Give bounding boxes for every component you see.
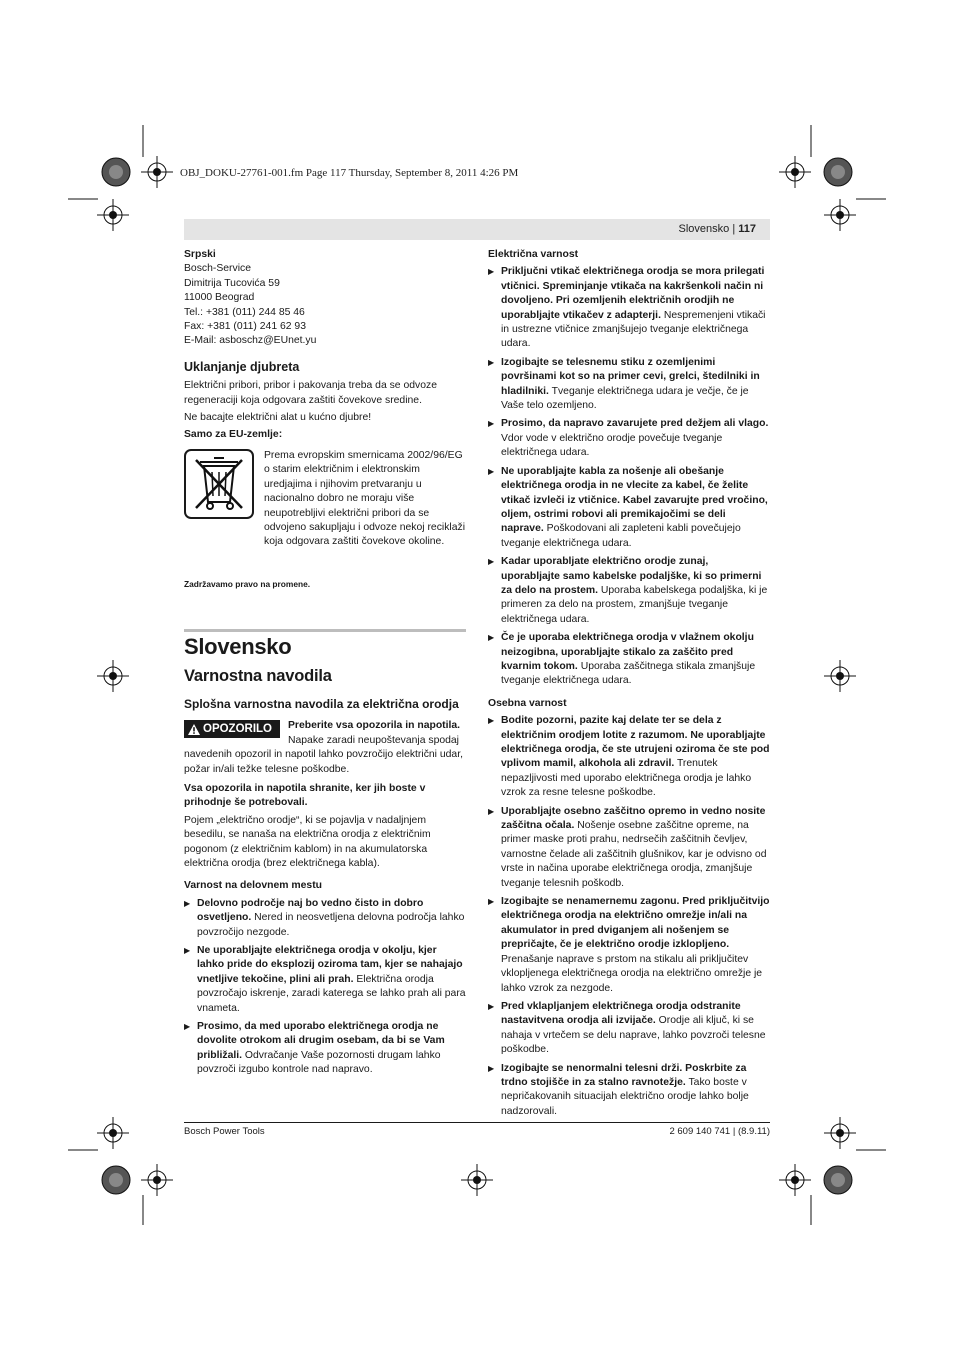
- list-item: [488, 356, 770, 414]
- list-item: [488, 714, 770, 800]
- address-line: Tel.: +381 (011) 244 85 46: [184, 306, 305, 318]
- personal-heading: Osebna varnost: [488, 697, 567, 709]
- item-text: Uporaba kabelskega podaljška, ki je primeren za delo na prostem, zmanjšuje tveganje električnega udara.: [501, 584, 768, 625]
- item-bold: Bodite pozorni, pazite kaj delate ter se dela z električnim orodjem lotite z razumom. Ne uporabljajte električnega orodja, če ste utrujeni oziroma če ste pod vplivom mamil, alkohola ali zdravil.: [501, 715, 770, 770]
- item-bold: Ne uporabljajte električnega orodja v okolju, kjer lahko pride do eksplozij oziroma tam, kjer se nahajajo vnetljive tekočine, plini ali prah.: [197, 945, 463, 985]
- footer-rule: [184, 1122, 770, 1123]
- item-bold: Uporabljajte osebno zaščitno opremo in vedno nosite zaščitna očala.: [501, 805, 766, 832]
- item-text: Odvračanje Vaše pozornosti drugam lahko povzroči izgubo kontrole nad napravo.: [197, 1049, 441, 1076]
- item-bold: Priključni vtikač električnega orodja se mora prilegati vtičnici. Spreminjanje vtikača na kakršenkoli način ni dovoljeno. Pri ozemljenih električnih orodjih ne uporabljajte vtikačev z adapterji.: [501, 266, 765, 321]
- header-text: [679, 223, 757, 235]
- list-item: [488, 555, 770, 627]
- warning-block: [184, 719, 466, 777]
- triangle-bullet-icon: ▶: [488, 633, 495, 643]
- item-bold: Izogibajte se nenormalni telesni drži. Poskrbite za trdno stojišče in za stalno ravnotežje.: [501, 1062, 747, 1088]
- right-column: [488, 248, 770, 1119]
- item-text: Nespremenjeni vtikači in ustrezne vtičnice zmanjšujejo tveganje električnega udara.: [501, 309, 766, 350]
- warning-bold: Preberite vsa opozorila in napotila.: [288, 720, 461, 732]
- section-divider: [184, 629, 466, 632]
- eu-heading: Samo za EU-zemlje:: [184, 429, 283, 441]
- item-bold: Izogibajte se telesnemu stiku z ozemljenimi površinami kot so na primer cevi, grelci, štedilniki in hladilniki.: [501, 356, 760, 397]
- list-item: [184, 1020, 466, 1078]
- weee-block: [184, 449, 466, 550]
- footer-brand: Bosch Power Tools: [184, 1126, 265, 1137]
- list-item: [488, 895, 770, 996]
- item-bold: Pred vklapljanjem električnega orodja odstranite nastavitvena orodja ali izvijače.: [501, 1000, 741, 1027]
- weee-bin-icon: [184, 449, 254, 519]
- address-line: Dimitrija Tucovića 59: [184, 277, 280, 289]
- item-bold: Izogibajte se nenamernemu zagonu. Pred priključitvijo električnega orodja na električno omrežje in/ali na akumulator in pred dviganjem ali nošenjem se prepričajte, če je električno orodje izklopljeno.: [501, 896, 770, 951]
- warning-body: Napake zaradi neupoštevanja spodaj navedenih opozoril in napotil lahko povzročijo električni udar, požar in/ali težke telesne poškodbe.: [184, 734, 463, 775]
- item-text: Tako boste v nepričakovanih situacijah električno orodje lahko bolje nadzorovali.: [501, 1076, 749, 1117]
- left-column: [184, 248, 466, 1078]
- list-item: [488, 465, 770, 551]
- warning-label: OPOZORILO: [203, 723, 272, 736]
- item-bold: Prosimo, da napravo zavarujete pred dežjem ali vlago.: [501, 418, 769, 430]
- term-definition: Pojem „električno orodje“, ki se pojavlja v nadaljnjem besedilu, se nanaša na električna orodja z električnim pogonom (z električnim kablom) in na akumulatorska električna orodja (brez električnega kabla).: [184, 814, 431, 869]
- rights-note: Zadržavamo pravo na promene.: [184, 578, 311, 589]
- item-text: Tveganje električnega udara je večje, če je Vaše telo ozemljeno.: [501, 385, 749, 412]
- triangle-bullet-icon: ▶: [488, 557, 495, 567]
- item-text: Poškodovani ali zapleteni kabli povečujejo tveganje električnega udara.: [501, 523, 741, 549]
- item-bold: Kadar uporabljate električno orodje zunaj, uporabljajte samo kabelske podaljške, ki so primerni za delo na prostem.: [501, 556, 762, 596]
- item-text: Nered in neosvetljena delovna področja lahko povzročijo nezgode.: [197, 912, 465, 938]
- item-bold: Če je uporaba električnega orodja v vlažnem okolju neizogibna, uporabljajte stikalo za zaščito pred kvarnim tokom.: [501, 632, 754, 672]
- item-bold: Ne uporabljajte kabla za nošenje ali obešanje električnega orodja in ne vlecite za kabel, če želite vtikač izvleči iz vtičnice. Kabel zavarujte pred vročino, oljem, ostrimi robovi ali premikajočimi se deli naprave.: [501, 465, 768, 535]
- triangle-bullet-icon: ▶: [488, 357, 495, 367]
- item-text: Trenutek nepazljivosti med uporabo električnega orodja je lahko vzrok za resne telesne poškodbe.: [501, 758, 752, 799]
- item-text: Orodje ali ključ, ki se nahaja v vrtečem se delu naprave, lahko povzroči telesne poškodbe.: [501, 1015, 766, 1056]
- triangle-bullet-icon: ▶: [488, 466, 495, 476]
- list-item: [184, 944, 466, 1016]
- eu-directive-text: Prema evropskim smernicama 2002/96/EG o starim električnim i elektronskim uredjajima i njihovim pretvaranju u nacionalno dobro ne moraju više neupotrebljivi električni pribori da se odvojeno sakupljaju i odvoze nekoj reciklaži koja odgovara zaštiti čovekove okoline.: [264, 449, 466, 548]
- item-text: Vdor vode v električno orodje povečuje tveganje električnega udara.: [501, 432, 723, 459]
- safety-heading: Varnostna navodila: [184, 666, 332, 685]
- item-bold: Delovno področje naj bo vedno čisto in dobro osvetljeno.: [197, 897, 424, 924]
- address-line: E-Mail: asboschz@EUnet.yu: [184, 335, 317, 347]
- warning-badge: [184, 720, 280, 738]
- address-line: Bosch-Service: [184, 263, 251, 275]
- item-text: Prenašanje naprave s prstom na stikalu ali priključitev vklopljenega električnega orodja na električno omrežje je lahko vzrok za nezgode.: [501, 953, 763, 994]
- list-item: [488, 631, 770, 689]
- triangle-bullet-icon: ▶: [488, 716, 495, 726]
- triangle-bullet-icon: ▶: [488, 897, 495, 907]
- general-safety-heading: Splošna varnostna navodila za električna orodja: [184, 696, 459, 711]
- list-item: [488, 265, 770, 351]
- triangle-bullet-icon: ▶: [488, 1063, 495, 1073]
- triangle-bullet-icon: ▶: [184, 898, 191, 908]
- file-info: OBJ_DOKU-27761-001.fm Page 117 Thursday, September 8, 2011 4:26 PM: [180, 167, 519, 179]
- list-item: [488, 417, 770, 460]
- triangle-bullet-icon: ▶: [488, 806, 495, 816]
- disposal-heading: Uklanjanje djubreta: [184, 359, 300, 374]
- item-text: Nošenje osebne zaščitne opreme, na primer maske proti prahu, nedrsečih zaščitnih čevljev, varnostne čelade ali zaščitnih glušnikov, kar je odvisno od vrste in načina uporabe električnega orodja, zmanjšuje tveganje telesnih poškodb.: [501, 820, 767, 889]
- electrical-heading: Električna varnost: [488, 249, 579, 260]
- language-title: Slovensko: [184, 634, 292, 660]
- footer-docnumber: 2 609 140 741 | (8.9.11): [669, 1126, 770, 1137]
- disposal-paragraph: Električni pribori, pribor i pakovanja treba da se odvoze regeneraciji koja odgovara zaštiti čovekove sredine.: [184, 380, 437, 406]
- list-item: [184, 897, 466, 940]
- item-text: Električna orodja povzročajo iskrenje, zaradi katerega se lahko prah ali para vnameta.: [197, 973, 466, 1014]
- srpski-heading: Srpski: [184, 249, 216, 260]
- triangle-bullet-icon: ▶: [488, 419, 495, 429]
- running-header: [184, 219, 770, 240]
- disposal-paragraph: Ne bacajte električni alat u kućno djubre!: [184, 412, 372, 424]
- page-number: 117: [738, 223, 756, 235]
- warning-triangle-icon: [188, 724, 200, 735]
- triangle-bullet-icon: ▶: [184, 946, 191, 956]
- header-language: Slovensko: [678, 223, 730, 235]
- list-item: [488, 1000, 770, 1058]
- item-bold: Prosimo, da med uporabo električnega orodja ne dovolite otrokom ali drugim osebam, da bi se Vam približali.: [197, 1021, 445, 1061]
- item-text: Uporaba zaščitnega stikala zmanjšuje tveganje električnega udara.: [501, 660, 756, 687]
- list-item: [488, 1062, 770, 1120]
- workplace-heading: Varnost na delovnem mestu: [184, 880, 323, 892]
- triangle-bullet-icon: ▶: [184, 1022, 191, 1032]
- triangle-bullet-icon: ▶: [488, 1001, 495, 1011]
- address-line: 11000 Beograd: [184, 292, 255, 304]
- header-separator: |: [732, 223, 736, 235]
- keep-instructions: Vsa opozorila in napotila shranite, ker jih boste v prihodnje še potrebovali.: [184, 782, 426, 809]
- address-line: Fax: +381 (011) 241 62 93: [184, 321, 306, 333]
- triangle-bullet-icon: ▶: [488, 267, 495, 277]
- list-item: [488, 805, 770, 891]
